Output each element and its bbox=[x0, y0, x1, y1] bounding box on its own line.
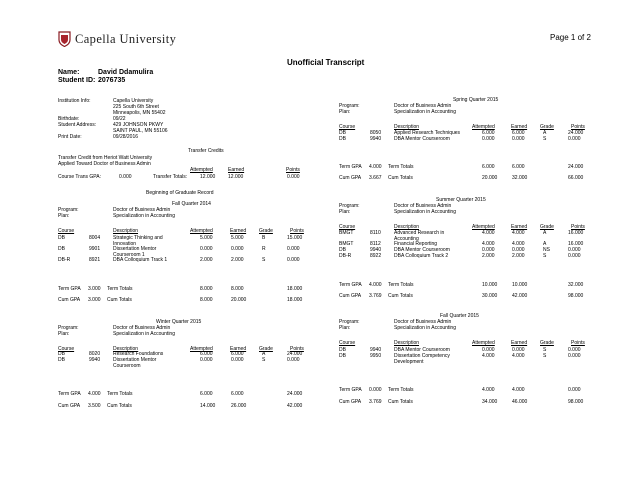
col-attempted: Attempted bbox=[190, 228, 213, 234]
cum-points: 18.000 bbox=[287, 297, 303, 303]
course-description: DBA Colloquium Track 2 bbox=[394, 253, 449, 259]
course-grade: A bbox=[543, 130, 547, 136]
course-number: 8004 bbox=[89, 235, 101, 241]
term-attempted: 10.000 bbox=[482, 282, 498, 288]
course-attempted: 5.000 bbox=[200, 235, 213, 241]
cum-gpa-value: 3.769 bbox=[369, 293, 382, 299]
course-attempted: 0.000 bbox=[482, 136, 495, 142]
course-number: 9940 bbox=[370, 347, 382, 353]
capella-shield-icon bbox=[58, 31, 71, 47]
course-description: Dissertation Competency bbox=[394, 353, 450, 359]
address-label: Student Address: bbox=[58, 122, 97, 128]
address-line: SAINT PAUL, MN 55106 bbox=[113, 128, 168, 134]
course-subject: BMGT bbox=[339, 230, 354, 236]
course-description: Financial Reporting bbox=[394, 241, 438, 247]
term-earned: 6.000 bbox=[512, 164, 525, 170]
plan-value: Specialization in Accounting bbox=[394, 325, 456, 331]
course-attempted: 2.000 bbox=[200, 257, 213, 263]
col-course: Course bbox=[58, 346, 75, 352]
term-title: Fall Quarter 2015 bbox=[440, 313, 479, 319]
course-points: 16.000 bbox=[568, 230, 584, 236]
cum-attempted: 14.000 bbox=[200, 403, 216, 409]
course-grade: NS bbox=[543, 247, 550, 253]
term-attempted: 6.000 bbox=[482, 164, 495, 170]
term-totals-label: Term Totals bbox=[388, 164, 414, 170]
program-label: Program: bbox=[58, 207, 79, 213]
institution-line: Capella University bbox=[113, 98, 154, 104]
term-gpa-value: 4.000 bbox=[369, 282, 382, 288]
plan-label: Plan: bbox=[339, 325, 351, 331]
course-number: 8050 bbox=[370, 130, 382, 136]
col-earned: Earned bbox=[511, 224, 528, 230]
term-gpa-value: 4.000 bbox=[369, 164, 382, 170]
course-points: 0.000 bbox=[287, 246, 300, 252]
name-label: Name: bbox=[58, 69, 80, 76]
cum-gpa-value: 3.000 bbox=[88, 297, 101, 303]
course-earned: 2.000 bbox=[512, 253, 525, 259]
course-points: 24.000 bbox=[568, 130, 584, 136]
course-attempted: 0.000 bbox=[200, 246, 213, 252]
graduate-record-heading: Beginning of Graduate Record bbox=[146, 190, 214, 196]
cum-attempted: 8.000 bbox=[200, 297, 213, 303]
cum-totals-label: Cum Totals bbox=[388, 293, 413, 299]
transfer-gpa: 0.000 bbox=[119, 174, 132, 180]
program-value: Doctor of Business Admin bbox=[394, 319, 452, 325]
institution-line: 225 South 6th Street bbox=[113, 104, 159, 110]
course-attempted: 4.000 bbox=[482, 353, 495, 359]
course-subject: DB bbox=[58, 246, 65, 252]
course-description: Applied Research Techniques bbox=[394, 130, 461, 136]
col-points: Points bbox=[571, 340, 585, 346]
course-subject: DB bbox=[339, 130, 346, 136]
course-grade: A bbox=[543, 230, 547, 236]
course-subject: BMGT bbox=[339, 241, 354, 247]
plan-value: Specialization in Accounting bbox=[113, 331, 175, 337]
course-points: 0.000 bbox=[287, 357, 300, 363]
course-points: 0.000 bbox=[568, 136, 581, 142]
course-earned: 0.000 bbox=[231, 246, 244, 252]
transfer-totals-label: Transfer Totals: bbox=[153, 174, 188, 180]
term-title: Fall Quarter 2014 bbox=[172, 201, 211, 207]
term-points: 0.000 bbox=[568, 387, 581, 393]
term-earned: 6.000 bbox=[231, 391, 244, 397]
course-grade: S bbox=[262, 357, 266, 363]
program-label: Program: bbox=[339, 103, 360, 109]
course-number: 9940 bbox=[370, 247, 382, 253]
transfer-attempted: 12.000 bbox=[200, 174, 216, 180]
course-grade: A bbox=[543, 241, 547, 247]
term-totals-label: Term Totals bbox=[107, 391, 133, 397]
col-grade: Grade bbox=[540, 124, 554, 130]
address-line: 429 JOHNSON PKWY bbox=[113, 122, 164, 128]
col-description: Description bbox=[394, 340, 420, 346]
course-grade: B bbox=[262, 235, 266, 241]
course-number: 9940 bbox=[370, 136, 382, 142]
cum-gpa-value: 3.667 bbox=[369, 175, 382, 181]
course-description: Courseroom bbox=[113, 363, 141, 369]
course-attempted: 0.000 bbox=[482, 347, 495, 353]
capella-logo bbox=[58, 31, 176, 47]
institution-label: Institution Info: bbox=[58, 98, 91, 104]
col-course: Course bbox=[58, 228, 75, 234]
program-value: Doctor of Business Admin bbox=[394, 203, 452, 209]
cum-points: 98.000 bbox=[568, 293, 584, 299]
course-subject: DB-R bbox=[339, 253, 352, 259]
course-description: DBA Mentor Courseroom bbox=[394, 247, 450, 253]
cum-attempted: 20.000 bbox=[482, 175, 498, 181]
cum-earned: 26.000 bbox=[231, 403, 247, 409]
institution-line: Minneapolis, MN 55402 bbox=[113, 110, 166, 116]
course-number: 9940 bbox=[89, 357, 101, 363]
term-points: 18.000 bbox=[287, 286, 303, 292]
term-attempted: 4.000 bbox=[482, 387, 495, 393]
col-course: Course bbox=[339, 124, 356, 130]
col-grade: Grade bbox=[259, 228, 273, 234]
program-value: Doctor of Business Admin bbox=[394, 103, 452, 109]
course-attempted: 4.000 bbox=[482, 230, 495, 236]
col-points: Points bbox=[290, 228, 304, 234]
course-subject: DB bbox=[58, 235, 65, 241]
course-description: DBA Colloquium Track 1 bbox=[113, 257, 168, 263]
course-description: DBA Mentor Courseroom bbox=[394, 136, 450, 142]
cum-gpa-label: Cum GPA bbox=[58, 297, 81, 303]
col-earned: Earned bbox=[228, 167, 245, 173]
term-totals-label: Term Totals bbox=[388, 282, 414, 288]
course-earned: 2.000 bbox=[231, 257, 244, 263]
course-description: Innovation bbox=[113, 241, 137, 247]
course-description: Dissertation Mentor bbox=[113, 246, 157, 252]
print-date-value: 09/28/2016 bbox=[113, 134, 139, 140]
page-title: Unofficial Transcript bbox=[287, 58, 365, 67]
student-id-label: Student ID: bbox=[58, 77, 96, 84]
term-totals-label: Term Totals bbox=[388, 387, 414, 393]
course-number: 9950 bbox=[370, 353, 382, 359]
course-grade: S bbox=[543, 347, 547, 353]
cum-gpa-value: 3.500 bbox=[88, 403, 101, 409]
course-earned: 0.000 bbox=[512, 347, 525, 353]
birthdate-value: 09/22 bbox=[113, 116, 126, 122]
col-points: Points bbox=[290, 346, 304, 352]
col-earned: Earned bbox=[230, 228, 247, 234]
student-name: David Ddamulira bbox=[98, 69, 154, 76]
course-subject: DB bbox=[58, 357, 65, 363]
course-earned: 6.000 bbox=[231, 351, 244, 357]
col-grade: Grade bbox=[540, 340, 554, 346]
course-description: Strategic Thinking and bbox=[113, 235, 163, 241]
course-subject: DB bbox=[339, 136, 346, 142]
course-earned: 0.000 bbox=[512, 247, 525, 253]
course-description: DBA Mentor Courseroom bbox=[394, 347, 450, 353]
course-earned: 6.000 bbox=[512, 130, 525, 136]
course-description: Courseroom 1 bbox=[113, 252, 145, 258]
col-description: Description bbox=[113, 346, 139, 352]
col-earned: Earned bbox=[511, 124, 528, 130]
course-description: Accounting bbox=[394, 236, 419, 242]
cum-attempted: 30.000 bbox=[482, 293, 498, 299]
course-attempted: 6.000 bbox=[482, 130, 495, 136]
course-number: 8112 bbox=[370, 241, 381, 247]
transfer-earned: 12.000 bbox=[228, 174, 244, 180]
term-title: Spring Quarter 2015 bbox=[453, 97, 499, 103]
transfer-points: 0.000 bbox=[287, 174, 300, 180]
col-earned: Earned bbox=[511, 340, 528, 346]
cum-earned: 32.000 bbox=[512, 175, 528, 181]
program-value: Doctor of Business Admin bbox=[113, 207, 171, 213]
course-grade: R bbox=[262, 246, 266, 252]
course-description: Development bbox=[394, 359, 424, 365]
plan-label: Plan: bbox=[339, 109, 351, 115]
cum-gpa-label: Cum GPA bbox=[339, 175, 362, 181]
col-description: Description bbox=[394, 224, 420, 230]
course-earned: 0.000 bbox=[231, 357, 244, 363]
course-points: 0.000 bbox=[287, 257, 300, 263]
plan-value: Specialization in Accounting bbox=[113, 213, 175, 219]
transfer-line: Applied Toward Doctor of Business Admin bbox=[58, 161, 151, 167]
cum-totals-label: Cum Totals bbox=[388, 175, 413, 181]
student-id: 2076735 bbox=[98, 77, 126, 84]
course-grade: S bbox=[543, 136, 547, 142]
col-points: Points bbox=[571, 224, 585, 230]
course-subject: DB bbox=[58, 351, 65, 357]
course-earned: 4.000 bbox=[512, 230, 525, 236]
term-title: Winter Quarter 2015 bbox=[156, 319, 202, 325]
term-attempted: 8.000 bbox=[200, 286, 213, 292]
course-points: 0.000 bbox=[568, 253, 581, 259]
cum-gpa-label: Cum GPA bbox=[58, 403, 81, 409]
cum-attempted: 34.000 bbox=[482, 399, 498, 405]
term-earned: 8.000 bbox=[231, 286, 244, 292]
course-attempted: 6.000 bbox=[200, 351, 213, 357]
col-description: Description bbox=[113, 228, 139, 234]
course-attempted: 4.000 bbox=[482, 241, 495, 247]
col-attempted: Attempted bbox=[472, 340, 495, 346]
col-points: Points bbox=[571, 124, 585, 130]
col-description: Description bbox=[394, 124, 420, 130]
course-subject: DB-R bbox=[58, 257, 71, 263]
cum-earned: 42.000 bbox=[512, 293, 528, 299]
term-gpa-value: 4.000 bbox=[88, 391, 101, 397]
course-attempted: 2.000 bbox=[482, 253, 495, 259]
term-points: 24.000 bbox=[568, 164, 584, 170]
course-subject: DB bbox=[339, 353, 346, 359]
course-points: 15.000 bbox=[287, 235, 303, 241]
col-attempted: Attempted bbox=[190, 167, 213, 173]
course-grade: S bbox=[543, 253, 547, 259]
term-earned: 4.000 bbox=[512, 387, 525, 393]
term-gpa-value: 3.000 bbox=[88, 286, 101, 292]
program-label: Program: bbox=[339, 319, 360, 325]
course-points: 24.000 bbox=[287, 351, 303, 357]
col-grade: Grade bbox=[540, 224, 554, 230]
course-number: 8922 bbox=[370, 253, 382, 259]
plan-label: Plan: bbox=[339, 209, 351, 215]
course-description: Advanced Research in bbox=[394, 230, 445, 236]
term-gpa-label: Term GPA bbox=[58, 286, 81, 292]
col-earned: Earned bbox=[230, 346, 247, 352]
term-gpa-value: 0.000 bbox=[369, 387, 382, 393]
cum-gpa-value: 3.769 bbox=[369, 399, 382, 405]
col-attempted: Attempted bbox=[472, 124, 495, 130]
birthdate-label: Birthdate: bbox=[58, 116, 80, 122]
plan-label: Plan: bbox=[58, 213, 70, 219]
cum-earned: 46.000 bbox=[512, 399, 528, 405]
page-number: Page 1 of 2 bbox=[550, 33, 591, 42]
course-number: 8020 bbox=[89, 351, 101, 357]
cum-points: 98.000 bbox=[568, 399, 584, 405]
course-earned: 4.000 bbox=[512, 241, 525, 247]
col-attempted: Attempted bbox=[190, 346, 213, 352]
course-attempted: 0.000 bbox=[200, 357, 213, 363]
course-description: Dissertation Mentor bbox=[113, 357, 157, 363]
term-points: 24.000 bbox=[287, 391, 303, 397]
cum-totals-label: Cum Totals bbox=[388, 399, 413, 405]
course-earned: 4.000 bbox=[512, 353, 525, 359]
col-points: Points bbox=[286, 167, 300, 173]
course-grade: S bbox=[543, 353, 547, 359]
course-earned: 5.000 bbox=[231, 235, 244, 241]
program-label: Program: bbox=[58, 325, 79, 331]
term-gpa-label: Term GPA bbox=[339, 164, 362, 170]
course-number: 8921 bbox=[89, 257, 101, 263]
course-grade: S bbox=[262, 257, 266, 263]
course-points: 16.000 bbox=[568, 241, 584, 247]
course-earned: 0.000 bbox=[512, 136, 525, 142]
term-totals-label: Term Totals bbox=[107, 286, 133, 292]
plan-value: Specialization in Accounting bbox=[394, 109, 456, 115]
plan-label: Plan: bbox=[58, 331, 70, 337]
plan-value: Specialization in Accounting bbox=[394, 209, 456, 215]
cum-points: 42.000 bbox=[287, 403, 303, 409]
col-course: Course bbox=[339, 224, 356, 230]
course-number: 8110 bbox=[370, 230, 381, 236]
course-attempted: 0.000 bbox=[482, 247, 495, 253]
course-points: 0.000 bbox=[568, 353, 581, 359]
course-subject: DB bbox=[339, 347, 346, 353]
term-gpa-label: Term GPA bbox=[58, 391, 81, 397]
col-attempted: Attempted bbox=[472, 224, 495, 230]
transfer-line: Transfer Credit from Heriot Watt University bbox=[58, 155, 153, 161]
course-description: Research Foundations bbox=[113, 351, 164, 357]
term-title: Summer Quarter 2015 bbox=[436, 197, 486, 203]
col-grade: Grade bbox=[259, 346, 273, 352]
course-subject: DB bbox=[339, 247, 346, 253]
term-gpa-label: Term GPA bbox=[339, 387, 362, 393]
course-grade: A bbox=[262, 351, 266, 357]
term-earned: 10.000 bbox=[512, 282, 528, 288]
transfer-heading: Transfer Credits bbox=[188, 148, 224, 154]
cum-points: 66.000 bbox=[568, 175, 584, 181]
print-date-label: Print Date: bbox=[58, 134, 82, 140]
term-gpa-label: Term GPA bbox=[339, 282, 362, 288]
term-attempted: 6.000 bbox=[200, 391, 213, 397]
cum-gpa-label: Cum GPA bbox=[339, 293, 362, 299]
course-points: 0.000 bbox=[568, 347, 581, 353]
program-value: Doctor of Business Admin bbox=[113, 325, 171, 331]
term-points: 32.000 bbox=[568, 282, 584, 288]
cum-totals-label: Cum Totals bbox=[107, 403, 132, 409]
cum-earned: 20.000 bbox=[231, 297, 247, 303]
col-course: Course bbox=[339, 340, 356, 346]
cum-totals-label: Cum Totals bbox=[107, 297, 132, 303]
course-number: 9901 bbox=[89, 246, 101, 252]
transfer-gpa-label: Course Trans GPA: bbox=[58, 174, 101, 180]
program-label: Program: bbox=[339, 203, 360, 209]
course-points: 0.000 bbox=[568, 247, 581, 253]
cum-gpa-label: Cum GPA bbox=[339, 399, 362, 405]
logo-text: Capella University bbox=[75, 31, 177, 46]
